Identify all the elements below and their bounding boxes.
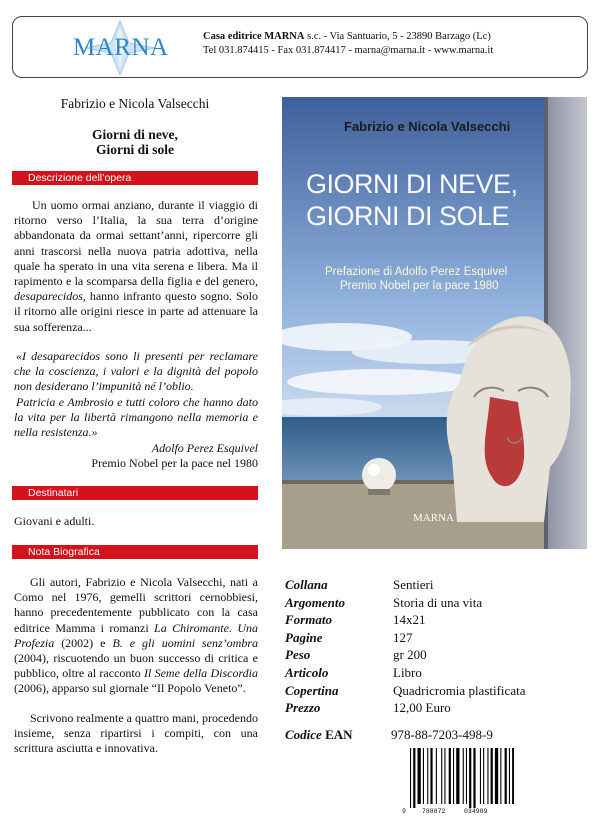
quote-author: Adolfo Perez Esquivel: [151, 441, 258, 455]
spec-row-formato: [285, 611, 585, 629]
barcode-bar: [444, 748, 445, 804]
description-text-2: , hanno infranto questo sogno. Solo il ritorno alle origini riesce in parte ad attenuare la sua sofferenza...: [14, 289, 258, 334]
spec-label: Peso: [285, 647, 311, 663]
barcode-bar: [473, 748, 475, 808]
barcode-bar: [491, 748, 493, 804]
barcode-bar: [413, 748, 415, 808]
publisher-address-text: s.c. - Via Santuario, 5 - 23890 Barzago (Lc): [304, 31, 491, 42]
barcode-bar: [500, 748, 501, 804]
barcode-bar: [512, 748, 514, 804]
quote-author-title: Premio Nobel per la pace nel 1980: [91, 456, 258, 470]
barcode-bar: [449, 748, 451, 804]
book-title-line-2: Giorni di sole: [95, 142, 174, 157]
barcode-bar: [463, 748, 464, 804]
barcode-bar: [456, 748, 459, 804]
cover-preface-line-1: Prefazione di Adolfo Perez Esquivel: [325, 266, 508, 278]
description-text-1: Un uomo ormai anziano, durante il viaggio di ritorno verso l’Italia, la sua terra d’origine abbandonata da ormai settant’anni, ripercorre gli anni trascorsi nella nuova patria adottiva, nella quale ha sperato in una vita serena e libera. Ma il rapimento e la scomparsa della figlia e del genero,: [14, 198, 258, 289]
spec-value: Libro: [393, 664, 422, 680]
ean-label-text: Codice: [285, 727, 322, 742]
section-header-descrizione: Descrizione dell’opera: [12, 171, 258, 185]
barcode-bar: [505, 748, 507, 804]
bio-paragraph-2: Scrivono realmente a quattro mani, procedendo insieme, senza ripartirsi i compiti, con una scrittura asciutta e innovativa.: [14, 711, 258, 756]
barcode-bar: [436, 748, 437, 804]
spec-row-peso: [285, 646, 585, 664]
barcode-bar: [410, 748, 411, 808]
cover-publisher: MARNA: [413, 512, 454, 524]
barcode-bar: [423, 748, 424, 804]
bio-work-1: La Chiromante. Una Profezia: [14, 620, 258, 650]
barcode-bar: [495, 748, 498, 804]
ean-value: 978-88-7203-498-9: [391, 727, 493, 742]
quote-paragraph-1: «I desaparecidos sono li presenti per reclamare che la coscienza, i valori e la dignità del popolo non desiderano l’impunità né l’oblio.: [14, 349, 258, 394]
publisher-contacts: Tel 031.874415 - Fax 031.874417 - marna@marna.it - www.marna.it: [203, 45, 494, 56]
publisher-logo: [55, 19, 185, 77]
spec-row-copertina: [285, 682, 585, 700]
cover-authors: Fabrizio e Nicola Valsecchi: [344, 119, 511, 134]
spec-label: Formato: [285, 612, 332, 628]
destinatari-text: Giovani e adulti.: [14, 514, 95, 528]
ean-label-bold: EAN: [325, 727, 353, 742]
description-paragraph: [14, 198, 258, 335]
barcode-bar: [441, 748, 442, 804]
publisher-header: [12, 16, 588, 78]
spec-value: 12,00 Euro: [393, 700, 451, 716]
bio-text-a: Gli autori, Fabrizio e Nicola Valsecchi, nati a Como nel 1976, gemelli scrittori cernobbiesi, hanno precedentemente pubblicato con la casa editrice Mamma i romanzi: [14, 575, 258, 635]
section-header-destinatari: Destinatari: [12, 486, 258, 500]
cover-title-line-1: GIORNI DI NEVE,: [306, 169, 518, 199]
spec-row-pagine: [285, 629, 585, 647]
bio-text-d: (2006), apparso sul giornale “Il Popolo Veneto”.: [14, 681, 246, 696]
bio-work-2: B. e gli uomini senz’ombra: [112, 635, 258, 650]
barcode-digit-first: 9: [402, 808, 406, 815]
spec-value: Sentieri: [393, 577, 434, 592]
cover-illustration: [282, 97, 587, 549]
spec-row-prezzo: [285, 699, 585, 717]
publisher-info: [203, 30, 493, 58]
spec-label: Argomento: [285, 594, 345, 610]
bio-text-c: (2004), riscuotendo un buon successo di critica e pubblico, oltre al racconto: [14, 651, 258, 681]
spec-label: Pagine: [285, 629, 323, 645]
spec-label: Collana: [285, 577, 328, 592]
spec-value: 127: [393, 629, 413, 645]
ean-label: [285, 727, 353, 742]
barcode: [402, 748, 514, 820]
cover-preface-line-2: Premio Nobel per la pace 1980: [340, 280, 499, 292]
spec-row-argomento: [285, 594, 585, 612]
spec-label: Prezzo: [285, 700, 321, 716]
book-title: [12, 127, 258, 157]
barcode-bar: [509, 748, 510, 804]
barcode-bar: [430, 748, 432, 804]
book-title-line-1: Giorni di neve,: [92, 127, 178, 142]
spec-value: 14x21: [393, 612, 426, 628]
book-authors: Fabrizio e Nicola Valsecchi: [60, 96, 210, 111]
barcode-bar: [453, 748, 454, 804]
cover-title-line-2: GIORNI DI SOLE: [306, 201, 510, 231]
bio-work-3: Il Seme della Discordia: [144, 666, 259, 681]
spec-value: Storia di una vita: [393, 594, 483, 610]
barcode-bar: [487, 748, 488, 804]
bio-paragraph-1: [14, 575, 258, 697]
barcode-bar: [469, 748, 471, 808]
spec-value: gr 200: [393, 647, 427, 663]
barcode-digits-group-1: 788872: [422, 808, 446, 815]
section-header-nota-biografica: Nota Biografica: [12, 545, 258, 559]
barcode-bar: [427, 748, 428, 804]
barcode-bars: [402, 748, 514, 808]
description-italic: desaparecidos: [14, 289, 83, 304]
logo-text: MARNA: [73, 34, 169, 61]
bio-text-b: (2002) e: [54, 635, 113, 650]
spec-label: Copertina: [285, 682, 339, 698]
spec-row-collana: [285, 576, 585, 594]
barcode-bar: [466, 748, 467, 804]
quote-paragraph-2: Patricia e Ambrosio e tutti coloro che hanno dato la vita per la libertà rimangono nella memoria e nella resistenza.»: [14, 395, 258, 440]
barcode-bar: [418, 748, 421, 804]
barcode-bar: [480, 748, 481, 804]
barcode-bar: [483, 748, 484, 804]
book-specs: [285, 576, 585, 717]
ean-code: [285, 727, 493, 743]
spec-value: Quadricromia plastificata: [393, 682, 526, 698]
spec-row-articolo: [285, 664, 585, 682]
barcode-digits-group-2: 034989: [464, 808, 488, 815]
publisher-address: [203, 30, 493, 44]
book-cover-image: [282, 97, 587, 549]
spec-label: Articolo: [285, 664, 329, 680]
publisher-name: Casa editrice MARNA: [203, 31, 305, 42]
